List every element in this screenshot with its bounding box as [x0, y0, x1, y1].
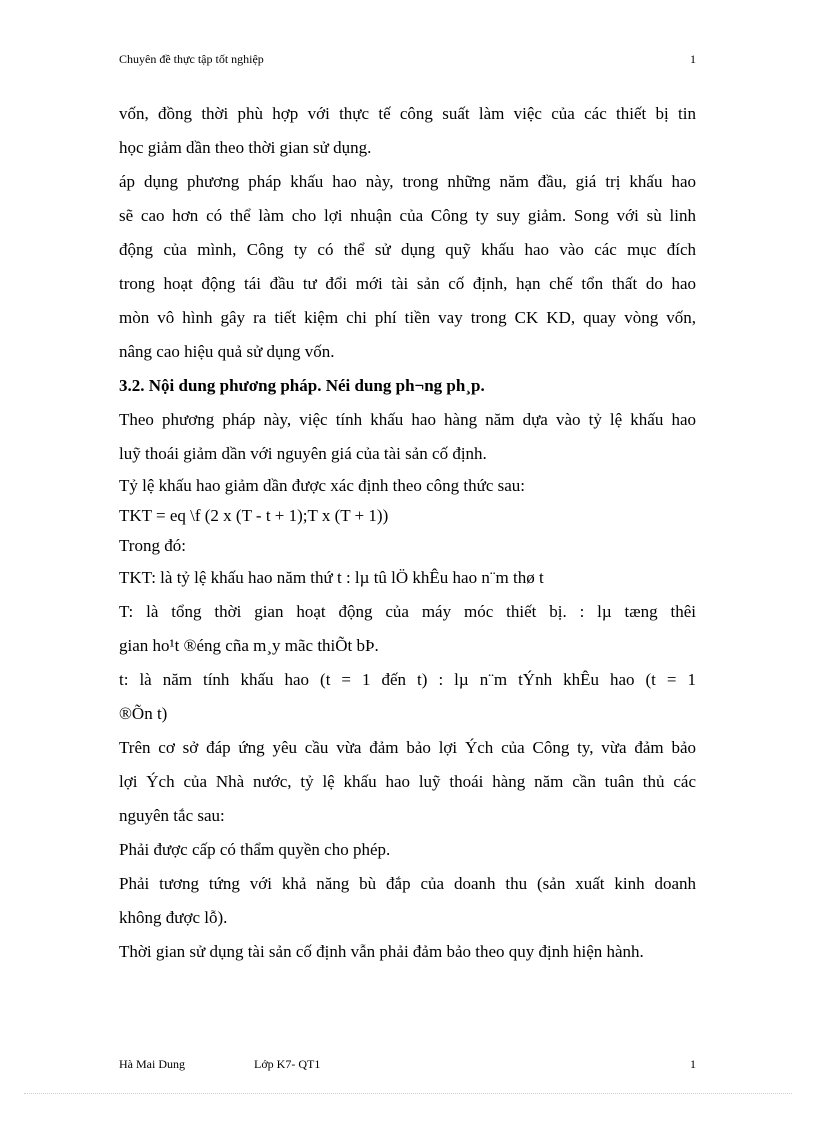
text-line: Theo phương pháp này, việc tính khấu hao hàng năm dựa vào tỷ lệ khấu hao	[119, 410, 696, 429]
text-line: nâng cao hiệu quả sử dụng vốn.	[119, 342, 335, 361]
text-line: nguyên tắc sau:	[119, 806, 225, 825]
text-line: T: là tổng thời gian hoạt động của máy móc thiết bị. : lµ tæng thêi	[119, 602, 696, 621]
page-header	[119, 52, 696, 70]
formula-line: TKT = eq \f (2 x (T - t + 1);T x (T + 1))	[119, 506, 389, 525]
text-line: gian ho¹t ®éng cña m¸y mãc thiÕt bÞ.	[119, 636, 379, 655]
text-line: mòn vô hình gây ra tiết kiệm chi phí tiền vay trong CK KD, quay vòng vốn,	[119, 308, 696, 327]
text-line: học giảm dần theo thời gian sử dụng.	[119, 138, 372, 157]
text-line: luỹ thoái giảm dần với nguyên giá của tài sản cố định.	[119, 444, 487, 463]
text-line: lợi Ých của Nhà nước, tỷ lệ khấu hao luỹ thoái hàng năm cần tuân thủ các	[119, 772, 696, 791]
text-line: TKT: là tỷ lệ khấu hao năm thứ t : lµ tû lÖ khÊu hao n¨m thø t	[119, 568, 544, 587]
document-title: Chuyên đề thực tập tốt nghiệp	[119, 52, 264, 66]
text-line: vốn, đồng thời phù hợp với thực tế công suất làm việc của các thiết bị tin	[119, 104, 696, 123]
text-line: sẽ cao hơn có thể làm cho lợi nhuận của Công ty suy giảm. Song với sù linh	[119, 206, 696, 225]
text-line: t: là năm tính khấu hao (t = 1 đến t) : lµ n¨m tÝnh khÊu hao (t = 1	[119, 670, 696, 689]
text-line: trong hoạt động tái đầu tư đổi mới tài sản cố định, hạn chế tổn thất do hao	[119, 274, 696, 293]
text-line: Thời gian sử dụng tài sản cố định vẫn phải đảm bảo theo quy định hiện hành.	[119, 942, 644, 961]
text-line: không được lỗ).	[119, 908, 228, 927]
header-page-number: 1	[690, 52, 696, 66]
text-line: động của mình, Công ty có thể sử dụng quỹ khấu hao vào các mục đích	[119, 240, 696, 259]
footer-author: Hà Mai Dung	[119, 1057, 185, 1071]
text-line: Trên cơ sở đáp ứng yêu cầu vừa đảm bảo lợi Ých của Công ty, vừa đảm bảo	[119, 738, 696, 757]
text-line: Tỷ lệ khấu hao giảm dần được xác định theo công thức sau:	[119, 476, 526, 495]
section-heading: 3.2. Nội dung phương pháp. Néi dung ph¬ng ph¸p.	[119, 376, 485, 395]
text-line: áp dụng phương pháp khấu hao này, trong những năm đầu, giá trị khấu hao	[119, 172, 696, 191]
footer-page-number: 1	[690, 1057, 696, 1071]
text-line: Trong đó:	[119, 536, 186, 555]
text-line: Phải tương tứng với khả năng bù đắp của doanh thu (sản xuất kinh doanh	[119, 874, 696, 893]
text-line: ®Õn t)	[119, 704, 168, 723]
document-body	[119, 97, 696, 969]
page-footer	[119, 1057, 696, 1075]
text-line: Phải được cấp có thẩm quyền cho phép.	[119, 840, 391, 859]
page-boundary	[24, 1093, 792, 1094]
footer-class: Lớp K7- QT1	[254, 1057, 321, 1071]
